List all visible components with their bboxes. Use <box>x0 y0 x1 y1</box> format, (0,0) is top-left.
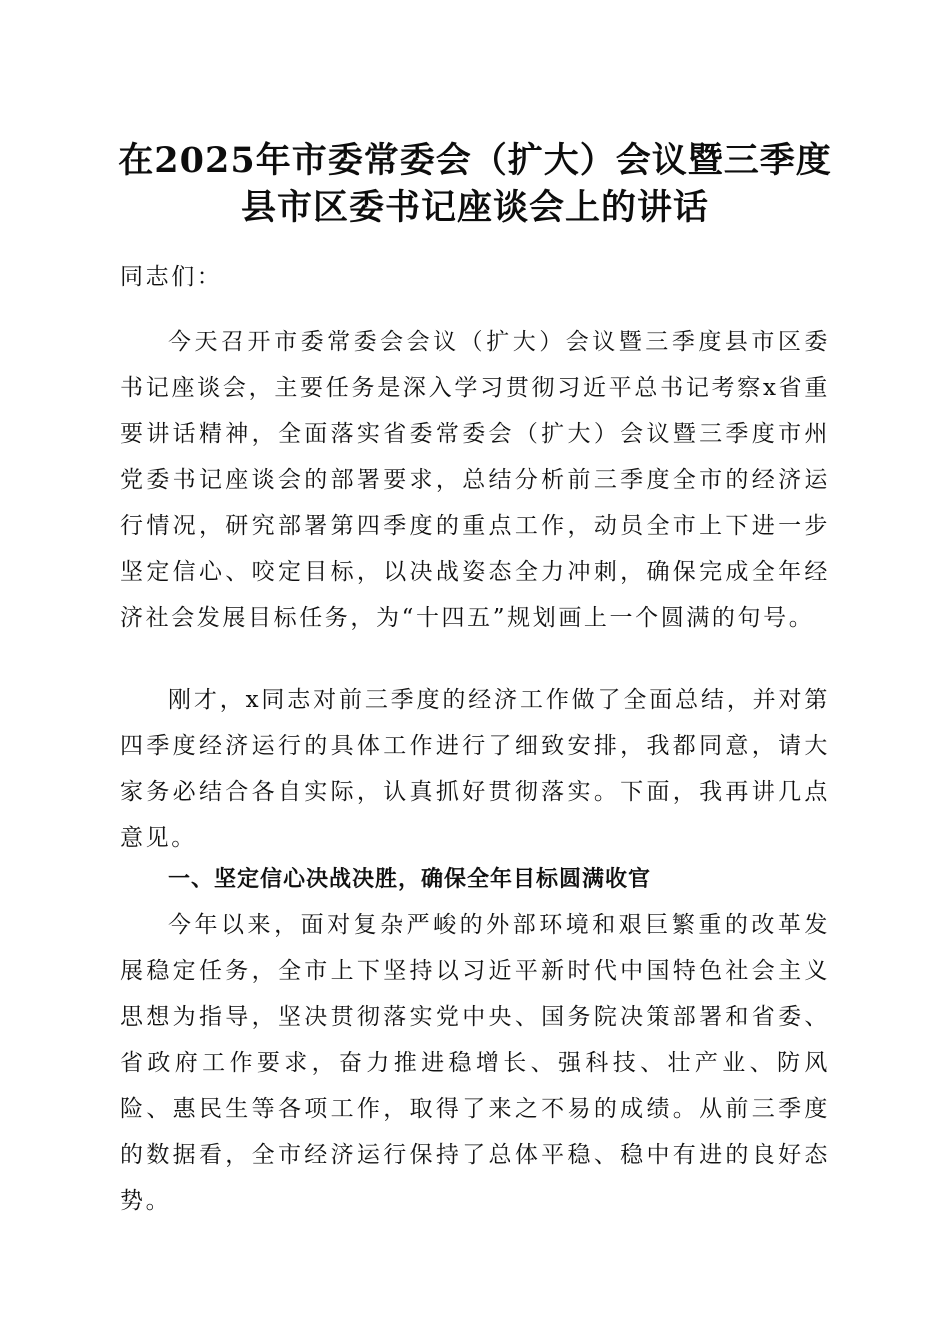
paragraph-agreement: 刚才，x同志对前三季度的经济工作做了全面总结，并对第四季度经济运行的具体工作进行了细致安排，我都同意，请大家务必结合各自实际，认真抓好贯彻落实。下面，我再讲几点意见。 <box>120 687 830 851</box>
paragraph-intro: 今天召开市委常委会会议（扩大）会议暨三季度县市区委书记座谈会，主要任务是深入学习贯彻习近平总书记考察x省重要讲话精神，全面落实省委常委会（扩大）会议暨三季度市州党委书记座谈会的部署要求，总结分析前三季度全市的经济运行情况，研究部署第四季度的重点工作，动员全市上下进一步坚定信心、咬定目标，以决战姿态全力冲刺，确保完成全年经济社会发展目标任务，为“十四五”规划画上一个圆满的句号。 <box>120 329 830 631</box>
section-heading-1: 一、坚定信心决战决胜，确保全年目标圆满收官 <box>168 867 652 892</box>
paragraph-achievements: 今年以来，面对复杂严峻的外部环境和艰巨繁重的改革发展稳定任务，全市上下坚持以习近平新时代中国特色社会主义思想为指导，坚决贯彻落实党中央、国务院决策部署和省委、省政府工作要求，奋力推进稳增长、强科技、壮产业、防风险、惠民生等各项工作，取得了来之不易的成绩。从前三季度的数据看，全市经济运行保持了总体平稳、稳中有进的良好态势。 <box>120 912 830 1214</box>
greeting: 同志们： <box>120 264 223 290</box>
document-title-line-2: 县市区委书记座谈会上的讲话 <box>240 187 709 228</box>
document-title-line-1: 在2025年市委常委会（扩大）会议暨三季度 <box>118 140 832 181</box>
